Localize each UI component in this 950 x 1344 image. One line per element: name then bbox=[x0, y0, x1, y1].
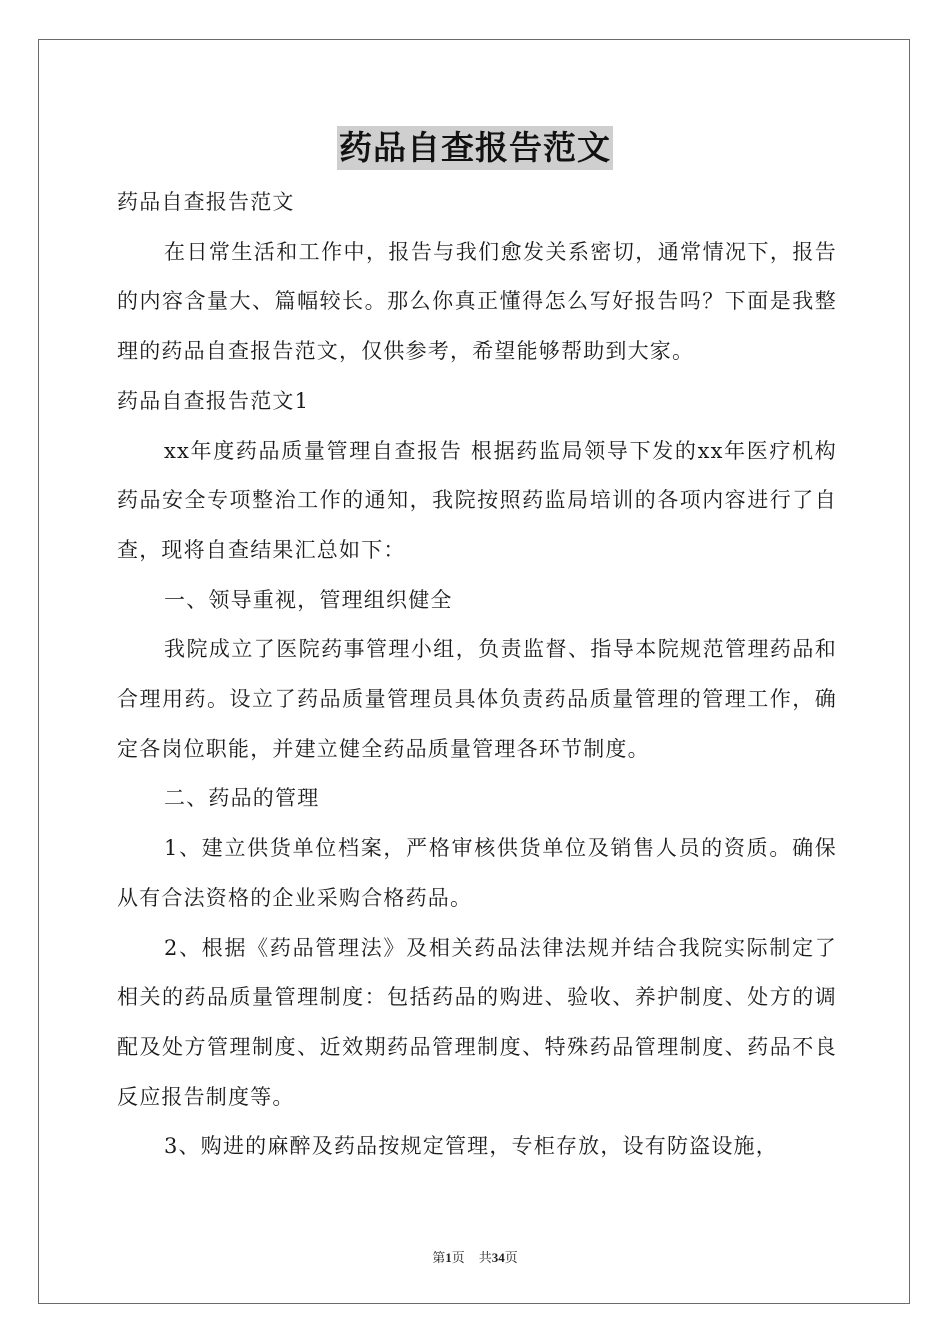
footer-total-pages: 34 bbox=[491, 1250, 505, 1265]
footer-page-number: 1 bbox=[445, 1250, 452, 1265]
document-title-container bbox=[0, 126, 950, 170]
footer-total-suffix: 页 bbox=[504, 1250, 518, 1265]
document-paragraph: 我院成立了医院药事管理小组，负责监督、指导本院规范管理药品和合理用药。设立了药品质量管理员具体负责药品质量管理的管理工作，确定各岗位职能，并建立健全药品质量管理各环节制度。 bbox=[117, 637, 837, 761]
document-paragraph: 药品自查报告范文1 bbox=[117, 388, 310, 413]
document-paragraph: 2、根据《药品管理法》及相关药品法律法规并结合我院实际制定了相关的药品质量管理制度：包括药品的购进、验收、养护制度、处方的调配及处方管理制度、近效期药品管理制度、特殊药品管理制度、药品不良反应报告制度等。 bbox=[117, 935, 837, 1109]
document-paragraph: 药品自查报告范文 bbox=[117, 190, 295, 214]
page-footer bbox=[0, 1250, 950, 1266]
document-paragraph: 3、购进的麻醉及药品按规定管理，专柜存放，设有防盗设施， bbox=[164, 1134, 778, 1159]
footer-page-prefix: 第 bbox=[432, 1250, 446, 1265]
document-body bbox=[117, 178, 837, 1172]
document-paragraph: 一、领导重视，管理组织健全 bbox=[164, 587, 453, 612]
document-title: 药品自查报告范文 bbox=[337, 126, 613, 170]
footer-page-suffix: 页 bbox=[451, 1250, 465, 1265]
document-paragraph: 1、建立供货单位档案，严格审核供货单位及销售人员的资质。确保从有合法资格的企业采购合格药品。 bbox=[117, 836, 837, 910]
document-paragraph: 二、药品的管理 bbox=[164, 786, 320, 811]
document-paragraph: 在日常生活和工作中，报告与我们愈发关系密切，通常情况下，报告的内容含量大、篇幅较长。那么你真正懂得怎么写好报告吗？下面是我整理的药品自查报告范文，仅供参考，希望能够帮助到大家。 bbox=[117, 239, 837, 364]
document-paragraph: xx年度药品质量管理自查报告 根据药监局领导下发的xx年医疗机构药品安全专项整治工作的通知，我院按照药监局培训的各项内容进行了自查，现将自查结果汇总如下： bbox=[117, 438, 837, 562]
footer-total-prefix: 共 bbox=[478, 1250, 492, 1265]
